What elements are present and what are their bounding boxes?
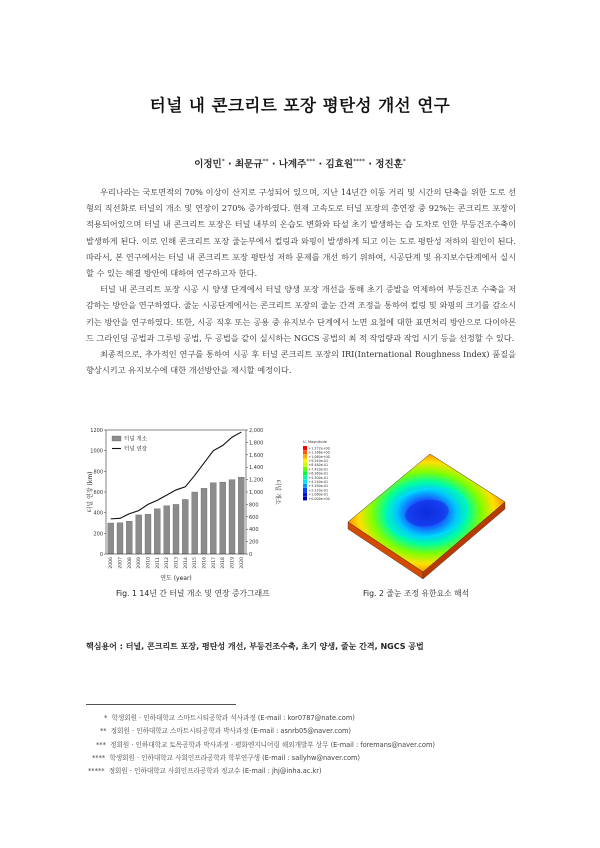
fea-legend-value: +8.480e-01 [308,463,329,468]
bar-2008 [126,521,132,554]
text-line: 우리나라는 국토면적의 70% 이상이 산지로 구성되어 있으며, 지난 14년간 이동 거리 및 시간의 단축을 위한 [100,187,490,197]
fea-legend-value: +6.360e-01 [308,471,329,476]
y-right-tick-label: 1,000 [249,490,264,496]
bar-2016 [201,488,207,554]
bar-2013 [173,504,179,554]
y-right-tick-label: 0 [249,552,253,558]
author-name: 정진훈 [375,159,403,170]
x-tick-label: 2018 [221,557,227,569]
y-right-tick-label: 800 [249,502,259,509]
y-axis-label-right: 터널 개소 [274,479,281,505]
bar-2015 [192,492,198,554]
bar-2014 [182,499,188,554]
fea-legend-swatch [303,492,307,496]
text-line: 하기 위하여, 시공단계 및 유지보수단계에서 실시할 수 있는 해결 방안에 대하여 연구하고자 한다. [86,251,516,279]
x-tick-label: 2011 [155,557,161,569]
paragraph-2 [86,281,516,346]
y-right-tick-label: 1,800 [249,440,264,447]
y-right-tick-label: 600 [249,514,259,521]
y-axis-label: 터널 연장 (km) [87,471,94,513]
fea-legend-swatch [303,488,307,492]
fea-legend-value: +2.120e-01 [308,488,329,493]
footnote-mark: **** [92,754,106,762]
footnote-mark: *** [96,741,106,749]
y-right-tick-label: 200 [249,539,259,546]
bar-2020 [238,477,244,554]
fea-legend-value: +9.540e-01 [308,459,329,463]
figure-1-caption: Fig. 1 14년 간 터널 개소 및 연장 증가그래프 [116,589,270,598]
y-tick-label: 1000 [90,448,103,455]
x-tick-label: 2020 [239,557,245,569]
y-right-tick-label: 1,400 [249,465,264,472]
x-tick-label: 2014 [183,557,189,569]
fea-legend-swatch [303,471,307,475]
fea-legend-swatch [303,459,307,463]
author-separator: · [368,159,372,170]
y-right-tick-label: 1,200 [249,477,264,484]
fea-legend-value: +1.060e+00 [308,454,330,459]
y-tick-label: 400 [93,510,103,517]
text-line: 수축을 저감하는 방안을 연구하였다. 줄눈 시공단계에서는 콘크리트 포장의 줄눈 간격 조정을 통하여 컬링 및 [86,284,516,311]
author-list [0,156,600,170]
text-line: 적 작업량과 작업 시기 등을 선정할 수 있다. [358,332,515,343]
fea-legend-swatch [303,454,307,458]
author-name: 이정민 [194,159,222,170]
x-tick-label: 2012 [165,557,171,569]
fea-legend-swatch [303,463,307,467]
figure-2-fea-image [300,434,515,584]
bar-2018 [220,482,226,554]
fea-legend-swatch [303,496,307,500]
author-separator: · [271,159,276,170]
text-line: 도차로 인한 부등건조수축이 발생하게 된다. 이로 인해 콘크리트 포장 줄눈부에서 컬링과 와핑이 발생하게 되고 [86,219,516,246]
footnote-text: 정회원 · 인하대학교 스마트시티공학과 박사과정 (E-mail : asnrb05@naver.com) [110,727,351,735]
legend-label-bar: 터널 개소 [124,436,148,443]
bar-2010 [145,514,151,554]
author-mark: ** [262,157,269,165]
fea-legend-swatch [303,450,307,454]
bar-2019 [229,480,235,554]
paragraph-3 [86,346,516,378]
keywords-text: 터널, 콘크리트 포장, 평탄성 개선, 부등건조수축, 초기 양생, 줄눈 간격, NGCS 공법 [125,642,424,651]
footnote-text: 학생회원 · 인하대학교 스마트시티공학과 석사과정 (E-mail : kor0787@nate.com) [111,714,355,722]
x-tick-label: 2015 [193,557,199,569]
x-axis-label: 연도 (year) [160,575,192,582]
x-tick-label: 2007 [118,557,124,569]
footnote-mark: * [104,714,108,722]
x-tick-label: 2009 [137,557,143,569]
y-right-tick-label: 400 [249,527,259,534]
keywords-label: 핵심용어 : [86,642,123,651]
bar-2007 [117,523,123,554]
legend-label-line: 터널 연장 [124,446,148,453]
fea-legend-value: +4.240e-01 [308,480,329,484]
fea-legend-value: +1.060e-01 [308,492,329,497]
text-line: 대한 표면처리 방안으로 다이아몬드 그라인딩 공법과 그루빙 공법, 두 공법을 같이 실시하는 NGCS 공법의 최 [86,316,516,343]
footnote-5 [88,765,322,775]
author-mark: * [221,157,225,165]
paper-title: 터널 내 콘크리트 포장 평탄성 개선 연구 [149,96,451,115]
y-tick-label: 800 [93,469,103,476]
text-line: 터널 내 콘크리트 포장 시공 시 양생 단계에서 터널 양생 포장 개선을 통해 초기 증발을 억제하여 부등건조 [100,284,482,295]
text-line: 품질을 향상시키고 유지보수에 대한 개선방안을 제시할 예정이다. [86,349,516,376]
y-right-tick-label: 1,600 [249,452,264,459]
footnote-4 [92,752,360,762]
figure-1-chart [86,424,286,584]
text-line: 이는 도로 평탄성 저하의 원인이 된다. 따라서, 본 연구에서는 터널 내 콘크리트 포장 평탄성 저하 문제를 개선 [86,235,516,262]
fea-legend-value: +7.420e-01 [308,467,329,472]
text-line: 최종적으로, 추가적인 연구를 통하여 시공 후 터널 콘크리트 포장의 IRI(International Roughness Index) [100,349,493,360]
footnote-text: 정회원 · 인하대학교 토목공학과 박사과정 · 평화엔지니어링 해외개발부 상무 (E-mail : foremans@naver.com) [110,741,435,749]
x-tick-label: 2017 [211,557,217,569]
bar-2017 [210,483,216,554]
footnote-text: 학생회원 · 인하대학교 사회인프라공학과 학부연구생 (E-mail : sallyhw@naver.com) [109,754,360,762]
fea-slab [348,454,505,579]
abstract-body [86,184,516,378]
figure-2-caption: Fig. 2 줄눈 조정 유한요소 해석 [363,589,470,598]
text-line: 와핑의 크기를 감소시키는 방안을 연구하였다. 또한, 시공 직후 또는 공용 중 유지보수 단계에서 노면 요철에 [86,300,516,327]
footnote-text: 정회원 · 인하대학교 사회인프라공학과 정교수 (E-mail : jhj@inha.ac.kr) [108,767,322,775]
author-mark: **** [353,157,366,165]
author-mark: * [402,157,406,165]
text-line: 콘크리트 포장이 적용되어있으며 터널 내 콘크리트 포장은 터널 내부의 온습도 변화와 타설 초기 발생하는 습 [86,203,517,230]
legend-swatch-bar [112,436,121,441]
y-tick-label: 600 [93,490,103,496]
bar-2009 [136,515,142,554]
author-name: 김효원 [325,159,354,170]
x-tick-label: 2008 [127,557,133,569]
fea-legend-swatch [303,475,307,479]
fea-legend-value: +5.300e-01 [308,475,329,480]
y-tick-label: 1200 [90,428,103,434]
author-mark: *** [306,157,316,165]
bar-2011 [154,509,160,554]
bar-2006 [108,523,114,554]
x-tick-label: 2016 [202,557,208,569]
fea-legend-value: +1.272e+00 [308,446,330,451]
author-separator: · [228,159,232,170]
footnote-mark: ** [100,727,107,735]
paragraph-1 [86,184,516,281]
fea-legend-value: +1.166e+00 [308,450,330,455]
fea-legend-value: +3.180e-01 [308,484,329,489]
text-line: 도로 선형의 직선화로 터널의 개소 및 연장이 270% 증가하였다. 현재 고속도로 터널 포장의 총연장 중 92%는 [86,187,516,214]
x-tick-label: 2019 [230,557,236,569]
footnote-2 [100,725,351,735]
bar-2012 [164,506,170,554]
author-separator: · [318,159,323,170]
x-tick-label: 2010 [146,557,152,569]
author-name: 나계주 [278,159,307,170]
y-tick-label: 0 [99,552,103,558]
footnote-divider [86,704,236,705]
fea-legend-swatch [303,446,307,450]
footnote-1 [104,712,355,722]
footnote-mark: ***** [88,767,105,775]
x-tick-label: 2006 [109,557,115,569]
fea-legend-swatch [303,484,307,488]
fea-legend-title: U, Magnitude [303,440,327,444]
y-right-tick-label: 2,000 [249,428,264,434]
fea-legend-swatch [303,467,307,471]
x-tick-label: 2013 [174,557,180,569]
author-name: 최문규 [234,159,263,170]
footnote-3 [96,739,435,749]
fea-legend-value: +0.000e+00 [308,496,330,501]
y-tick-label: 200 [93,531,103,538]
fea-legend-swatch [303,480,307,484]
keywords [86,641,424,652]
